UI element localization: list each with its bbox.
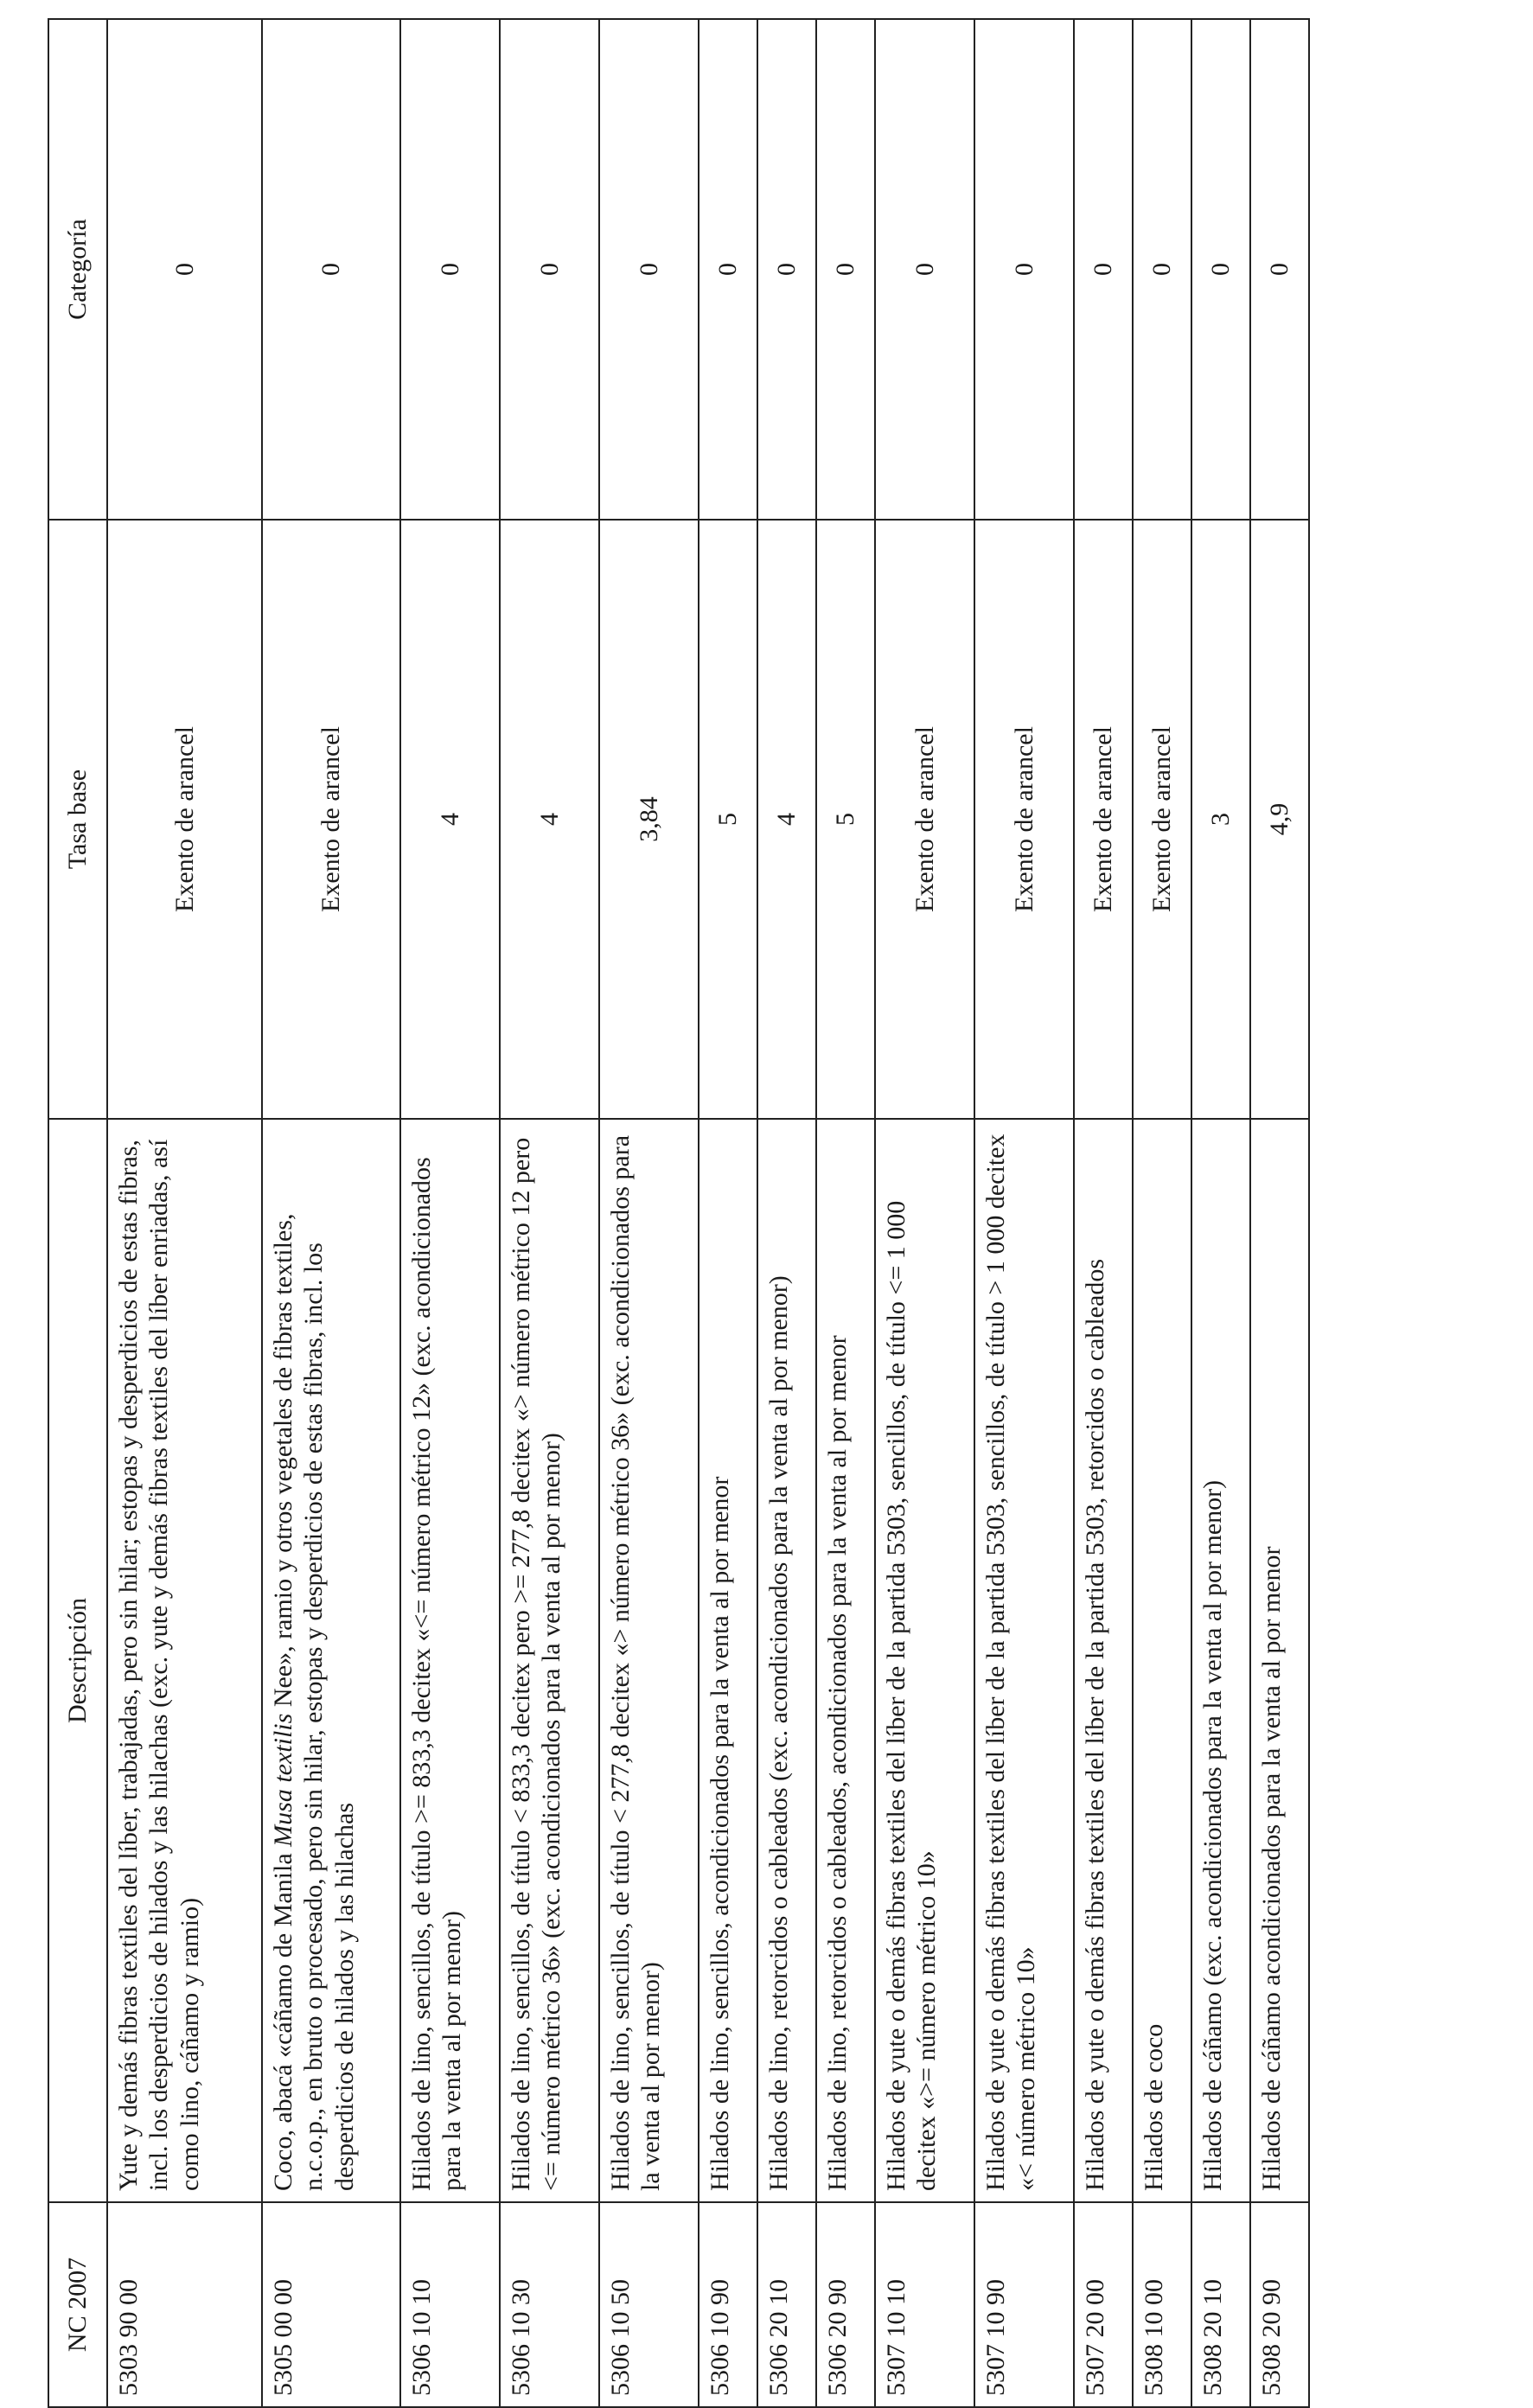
cell-code: 5305 00 00 <box>262 2202 400 2407</box>
cell-rate: 4 <box>500 520 599 1119</box>
cell-category: 0 <box>500 19 599 520</box>
cell-code: 5303 90 00 <box>107 2202 262 2407</box>
cell-rate: 4 <box>400 520 500 1119</box>
table-row <box>816 19 875 2407</box>
table-row <box>1074 19 1133 2407</box>
cell-category: 0 <box>262 19 400 520</box>
cell-code: 5307 10 90 <box>974 2202 1074 2407</box>
cell-rate: 3,84 <box>599 520 699 1119</box>
cell-code: 5308 20 10 <box>1191 2202 1250 2407</box>
cell-description: Yute y demás fibras textiles del líber, trabajadas, pero sin hilar; estopas y desperdicios de estas fibras, incl. los desperdicios de hilados y las hilachas (exc. yute y demás fibras textiles del líber enriadas, así como lino, cáñamo y ramio) <box>107 1119 262 2202</box>
cell-code: 5306 10 50 <box>599 2202 699 2407</box>
cell-code: 5308 10 00 <box>1133 2202 1191 2407</box>
cell-category: 0 <box>107 19 262 520</box>
table-row <box>757 19 816 2407</box>
cell-code: 5306 10 10 <box>400 2202 500 2407</box>
header-description: Descripción <box>48 1119 107 2202</box>
cell-rate: 5 <box>699 520 757 1119</box>
cell-category: 0 <box>757 19 816 520</box>
cell-rate: Exento de arancel <box>1074 520 1133 1119</box>
tariff-table <box>48 18 1310 2408</box>
table-row <box>400 19 500 2407</box>
header-code: NC 2007 <box>48 2202 107 2407</box>
cell-description: Hilados de coco <box>1133 1119 1191 2202</box>
cell-description: Hilados de lino, sencillos, de título >= 833,3 decitex «<= número métrico 12» (exc. acondicionados para la venta al por menor) <box>400 1119 500 2202</box>
cell-description: Hilados de cáñamo (exc. acondicionados para la venta al por menor) <box>1191 1119 1250 2202</box>
cell-description: Hilados de yute o demás fibras textiles del líber de la partida 5303, sencillos, de título > 1 000 decitex «< número métrico 10» <box>974 1119 1074 2202</box>
cell-category: 0 <box>400 19 500 520</box>
cell-description <box>262 1119 400 2202</box>
description-text: Nee», ramio y otros vegetales de fibras textiles, n.c.o.p., en bruto o procesado, pero sin hilar, estopas y desperdicios de estas fibras, incl. los desperdicios de hilados y las hilachas <box>269 1213 359 2191</box>
cell-rate: 3 <box>1191 520 1250 1119</box>
description-text: Coco, abacá «cáñamo de Manila <box>269 1846 297 2191</box>
table-row <box>699 19 757 2407</box>
table-body <box>107 19 1309 2407</box>
cell-description: Hilados de lino, sencillos, de título < 277,8 decitex «> número métrico 36» (exc. acondicionados para la venta al por menor) <box>599 1119 699 2202</box>
table-row <box>1250 19 1309 2407</box>
cell-category: 0 <box>1250 19 1309 520</box>
cell-category: 0 <box>699 19 757 520</box>
table-row <box>1133 19 1191 2407</box>
cell-category: 0 <box>1074 19 1133 520</box>
cell-description: Hilados de lino, sencillos, acondicionados para la venta al por menor <box>699 1119 757 2202</box>
table-row <box>974 19 1074 2407</box>
table-row <box>875 19 974 2407</box>
cell-category: 0 <box>1191 19 1250 520</box>
species-name: Musa textilis <box>269 1713 297 1847</box>
cell-description: Hilados de yute o demás fibras textiles del líber de la partida 5303, sencillos, de título <= 1 000 decitex «>= número métrico 10» <box>875 1119 974 2202</box>
cell-rate: Exento de arancel <box>1133 520 1191 1119</box>
cell-rate: Exento de arancel <box>107 520 262 1119</box>
cell-category: 0 <box>599 19 699 520</box>
cell-description: Hilados de lino, sencillos, de título < 833,3 decitex pero >= 277,8 decitex «> número métrico 12 pero <= número métrico 36» (exc. acondicionados para la venta al por menor) <box>500 1119 599 2202</box>
cell-code: 5306 10 30 <box>500 2202 599 2407</box>
cell-code: 5307 10 10 <box>875 2202 974 2407</box>
table-row <box>500 19 599 2407</box>
cell-rate: Exento de arancel <box>974 520 1074 1119</box>
table-row <box>262 19 400 2407</box>
cell-code: 5306 10 90 <box>699 2202 757 2407</box>
cell-description: Hilados de yute o demás fibras textiles del líber de la partida 5303, retorcidos o cableados <box>1074 1119 1133 2202</box>
cell-rate: 5 <box>816 520 875 1119</box>
table-row <box>107 19 262 2407</box>
cell-rate: Exento de arancel <box>875 520 974 1119</box>
cell-category: 0 <box>816 19 875 520</box>
cell-code: 5308 20 90 <box>1250 2202 1309 2407</box>
header-category: Categoría <box>48 19 107 520</box>
cell-rate: 4 <box>757 520 816 1119</box>
cell-category: 0 <box>974 19 1074 520</box>
cell-code: 5307 20 00 <box>1074 2202 1133 2407</box>
rotated-page <box>48 20 1294 2408</box>
cell-rate: Exento de arancel <box>262 520 400 1119</box>
table-row <box>599 19 699 2407</box>
cell-code: 5306 20 90 <box>816 2202 875 2407</box>
cell-description: Hilados de lino, retorcidos o cableados (exc. acondicionados para la venta al por menor) <box>757 1119 816 2202</box>
cell-rate: 4,9 <box>1250 520 1309 1119</box>
table-row <box>1191 19 1250 2407</box>
cell-description: Hilados de cáñamo acondicionados para la venta al por menor <box>1250 1119 1309 2202</box>
cell-category: 0 <box>1133 19 1191 520</box>
table-header <box>48 19 107 2407</box>
cell-description: Hilados de lino, retorcidos o cableados, acondicionados para la venta al por menor <box>816 1119 875 2202</box>
cell-code: 5306 20 10 <box>757 2202 816 2407</box>
cell-category: 0 <box>875 19 974 520</box>
header-rate: Tasa base <box>48 520 107 1119</box>
header-row <box>48 19 107 2407</box>
